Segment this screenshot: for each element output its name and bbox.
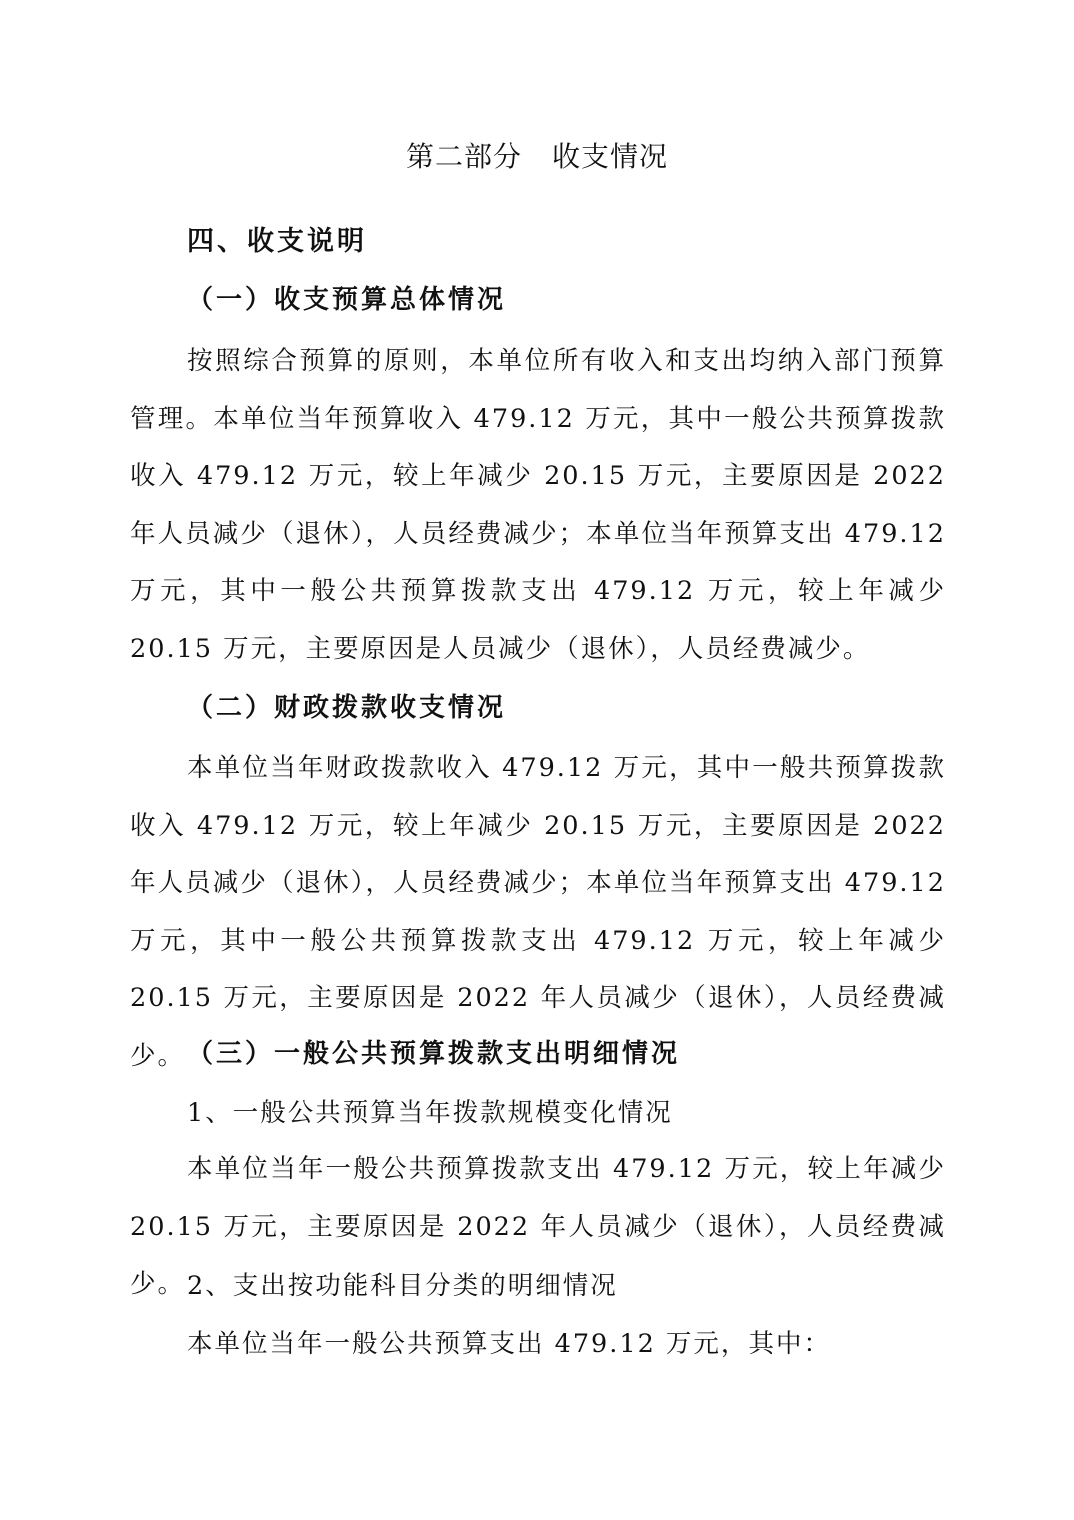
subsection-heading-3: （三）一般公共预算拨款支出明细情况: [187, 1039, 681, 1069]
title-part: 第二部分: [405, 140, 522, 173]
subsection-heading-2: （二）财政拨款收支情况: [187, 693, 507, 723]
paragraph-functional-detail: 本单位当年一般公共预算支出 479.12 万元，其中：: [187, 1329, 831, 1359]
title-name: 收支情况: [552, 140, 669, 173]
paragraph-fiscal-appropriation: 本单位当年财政拨款收入 479.12 万元，其中一般共预算拨款收入 479.12 万元，较上年减少 20.15 万元，主要原因是 2022 年人员减少（退休），人员经费减少；本单位当年预算支出 479.12 万元，其中一般公共预算拨款支出 479.12 万元，较上年减少 20.15 万元，主要原因是 2022 年人员减少（退休），人员经费减少。: [130, 753, 946, 1071]
page-title: [0, 137, 1074, 177]
item-heading-1: 1、一般公共预算当年拨款规模变化情况: [187, 1098, 673, 1128]
section-heading: 四、收支说明: [187, 226, 367, 257]
paragraph-scale-change: 本单位当年一般公共预算拨款支出 479.12 万元，较上年减少 20.15 万元，主要原因是 2022 年人员减少（退休），人员经费减少。: [130, 1154, 946, 1299]
subsection-heading-1: （一）收支预算总体情况: [187, 285, 507, 315]
item-heading-2: 2、支出按功能科目分类的明细情况: [187, 1271, 618, 1301]
paragraph-budget-overview: 按照综合预算的原则，本单位所有收入和支出均纳入部门预算管理。本单位当年预算收入 479.12 万元，其中一般公共预算拨款收入 479.12 万元，较上年减少 20.15 万元，主要原因是 2022 年人员减少（退休），人员经费减少；本单位当年预算支出 479.12 万元，其中一般公共预算拨款支出 479.12 万元，较上年减少 20.15 万元，主要原因是人员减少（退休），人员经费减少。: [130, 346, 946, 664]
